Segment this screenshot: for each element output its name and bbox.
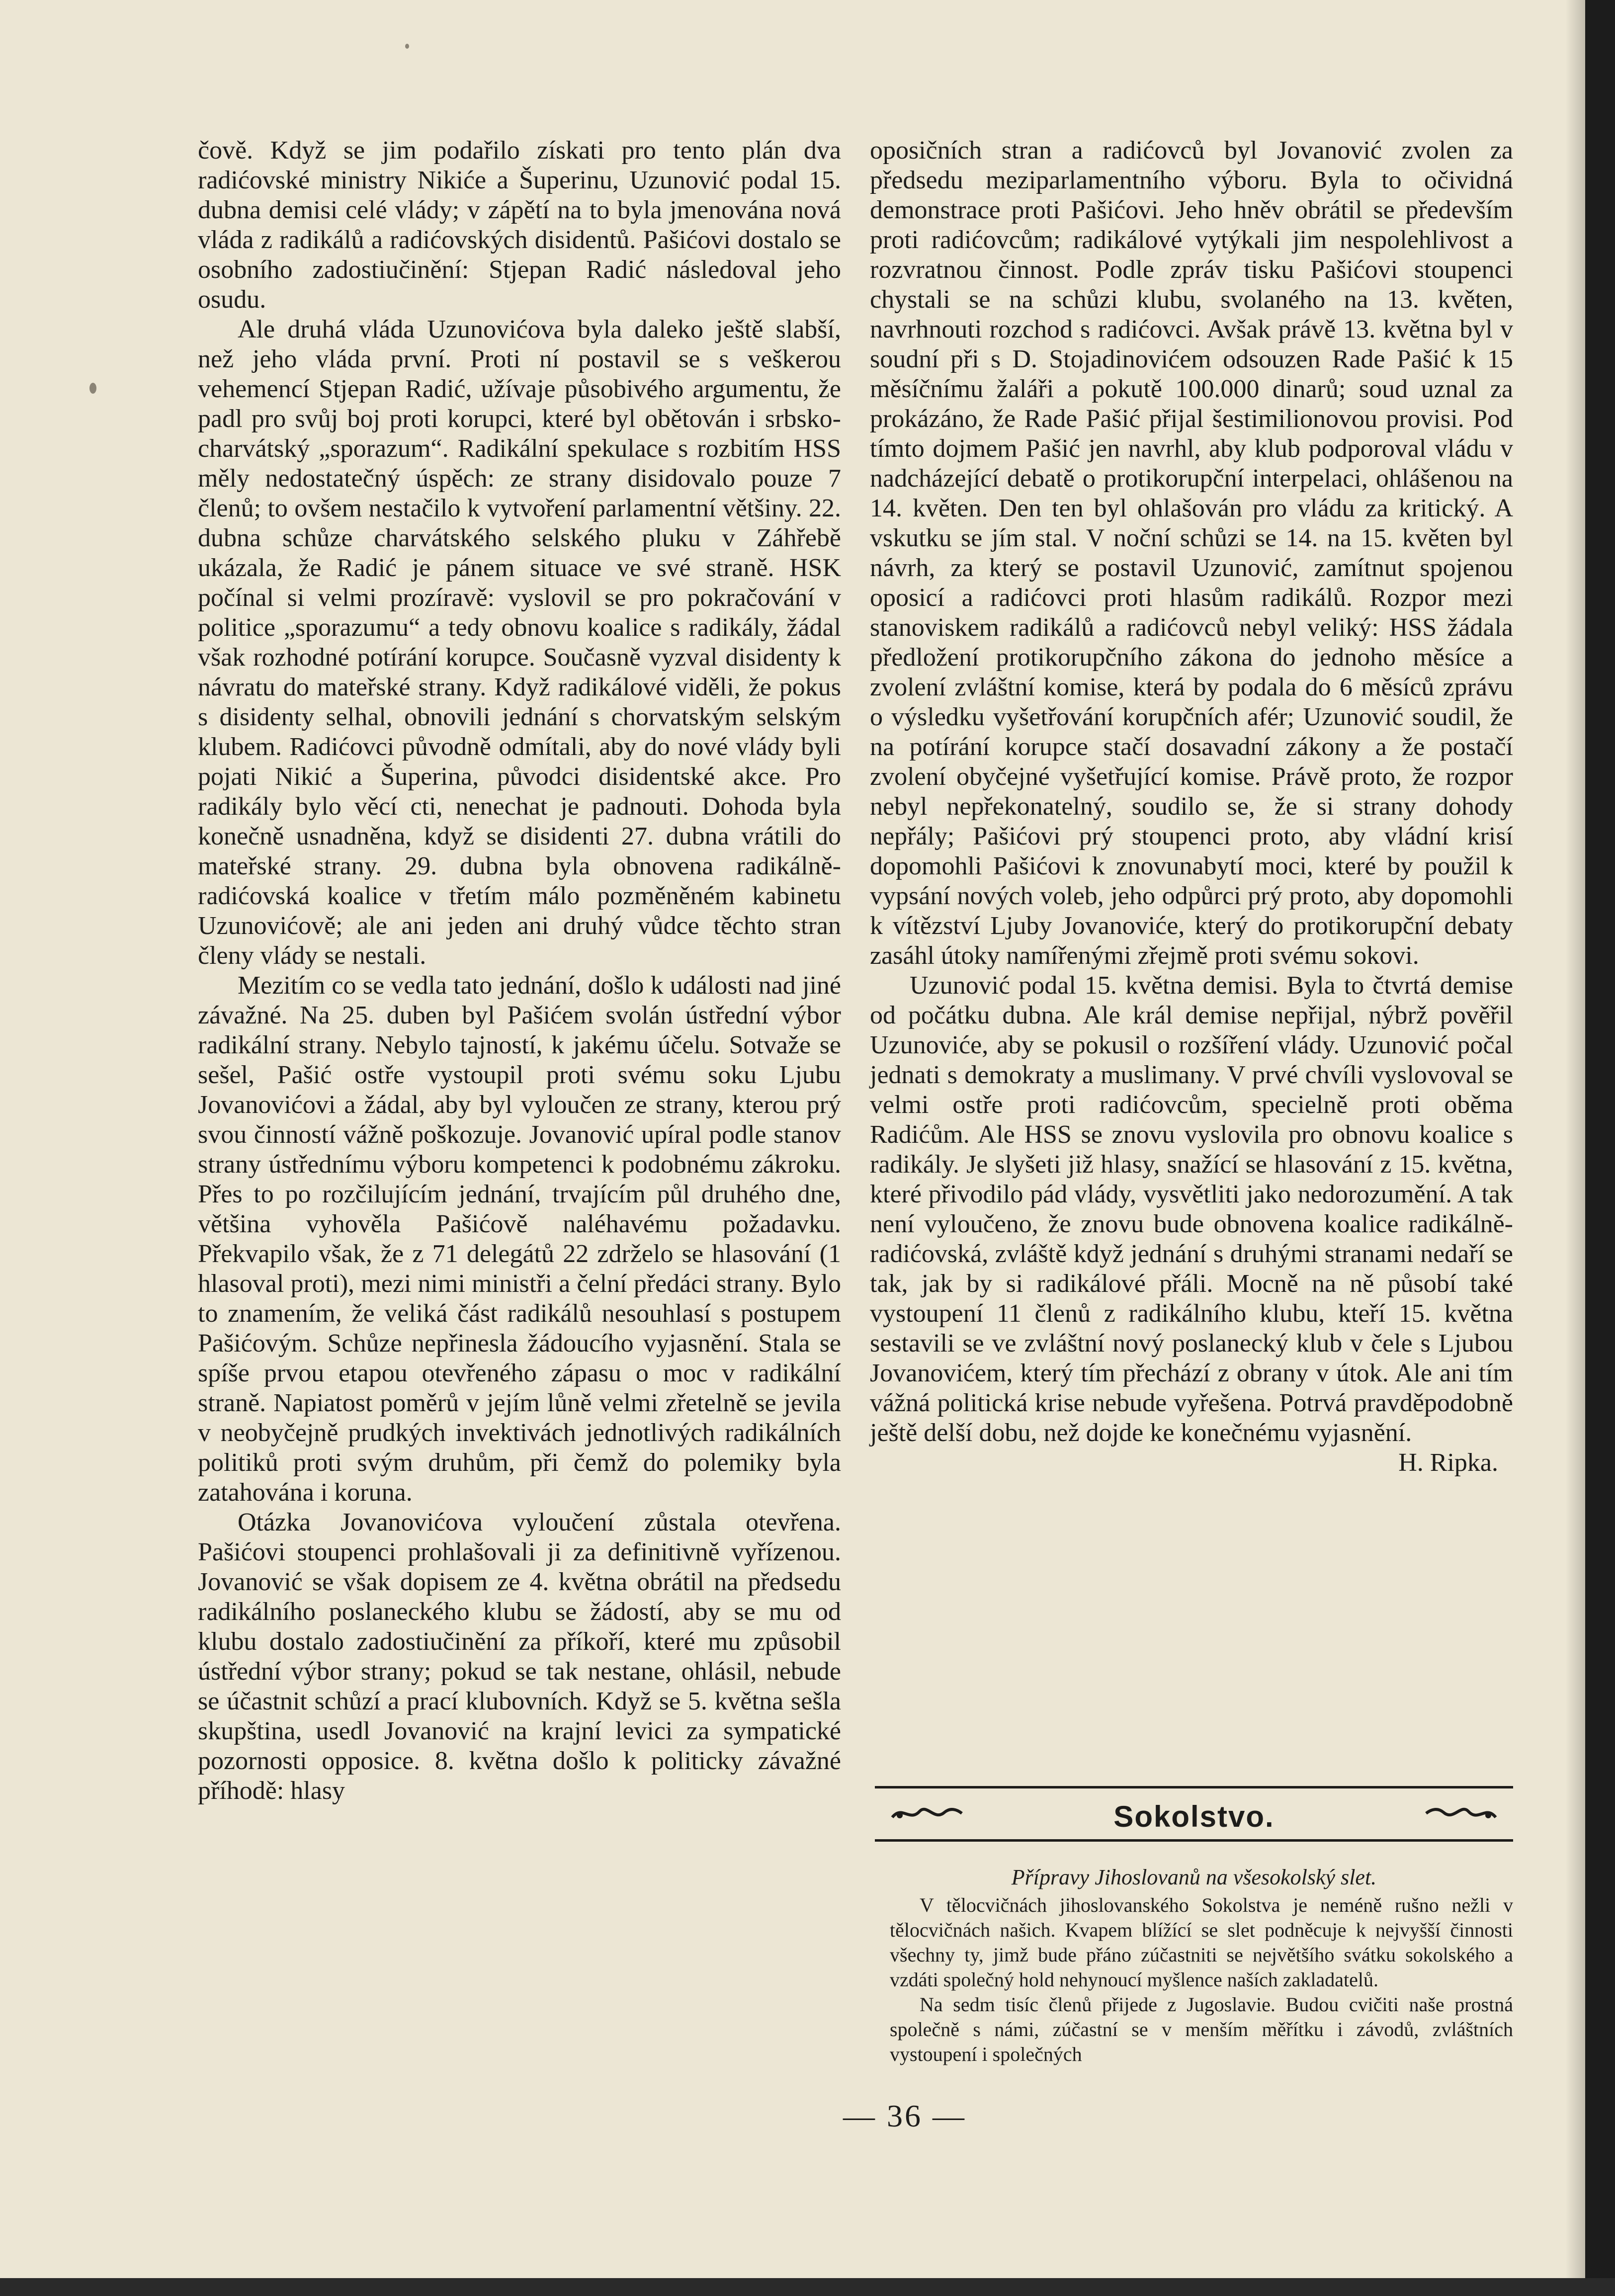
scan-border-bottom	[0, 2278, 1615, 2296]
ornament-right-icon	[1424, 1802, 1498, 1824]
left-column	[198, 136, 841, 1806]
right-column	[870, 136, 1513, 1478]
scan-border-right	[1585, 0, 1615, 2296]
left-paragraph-3: Mezitím co se vedla tato jednání, došlo k události nad jiné závažné. Na 25. duben byl Pašićem svolán ústřední výbor radikální strany. Nebylo tajností, k jakému účelu. Sotvaže se sešel, Pašić ostře vystoupil proti svému soku Ljubu Jovanovićovi a žádal, aby byl vyloučen ze strany, kterou prý svou činností vážně poškozuje. Jovanović upíral podle stanov strany ústřednímu výboru kompetenci k podobnému zákroku. Přes to po rozčilujícím jednání, trvajícím půl druhého dne, většina vyhověla Pašićově naléhavému požadavku. Překvapilo však, že z 71 delegátů 22 zdrželo se hlasování (1 hlasoval proti), mezi nimi ministři a čelní předáci strany. Bylo to znamením, že veliká část radikálů nesouhlasí s postupem Pašićovým. Schůze nepřinesla žádoucího vyjasnění. Stala se spíše prvou etapou otevřeného zápasu o moc v radikální straně. Napiatost poměrů v jejím lůně velmi zřetelně se jevila v neobyčejně prudkých invektivách jednotlivých radikálních politiků proti svým druhům, při čemž do polemiky byla zatahována i koruna.	[198, 971, 841, 1507]
sokolstvo-article	[890, 1893, 1513, 2067]
scan-speck	[89, 383, 96, 394]
article-subheading: Přípravy Jihoslovanů na všesokolský slet.	[1011, 1865, 1377, 1889]
scan-speck	[405, 44, 409, 49]
right-paragraph-1: oposičních stran a radićovců byl Jovanović zvolen za předsedu meziparlamentního výboru. Byla to očividná demonstrace proti Pašićovi. Jeho hněv obrátil se především proti radićovcům; radikálové vytýkali jim nespolehlivost a rozvratnou činnost. Podle zpráv tisku Pašićovi stoupenci chystali se na schůzi klubu, svolaného na 13. květen, navrhnouti rozchod s radićovci. Avšak právě 13. května byl v soudní při s D. Stojadinovićem odsouzen Rade Pašić k 15 měsíčnímu žaláři a pokutě 100.000 dinarů; soud uznal za prokázáno, že Rade Pašić přijal šestimilionovou provisi. Pod tímto dojmem Pašić jen navrhl, aby klub podporoval vládu v nadcházející debatě o protikorupční interpelaci, ohlášenou na 14. květen. Den ten byl ohlašován pro vládu za kritický. A vskutku se jím stal. V noční schůzi se 14. na 15. květen byl návrh, za který se postavil Uzunović, zamítnut spojenou oposicí a radićovci proti hlasům radikálů. Rozpor mezi stanoviskem radikálů a radićovců nebyl veliký: HSS žádala předložení protikorupčního zákona do jednoho měsíce a zvolení zvláštní komise, která by podala do 6 měsíců zprávu o výsledku vyšetřování korupčních afér; Uzunović soudil, že na potírání korupce stačí dosavadní zákony a že postačí zvolení obyčejné vyšetřující komise. Právě proto, že rozpor nebyl nepřekonatelný, soudilo se, že si strany dohody nepřály; Pašićovi prý stoupenci proto, aby vládní krisí dopomohli Pašićovi k znovunabytí moci, které by použil k vypsání nových voleb, jeho odpůrci prý proto, aby dopomohli k vítězství Ljuby Jovanoviće, který do protikorupční debaty zasáhl útoky namířenými zřejmě proti svému sokovi.	[870, 136, 1513, 970]
section-title: Sokolstvo.	[1113, 1800, 1275, 1833]
sokolstvo-paragraph-1: V tělocvičnách jihoslovanského Sokolstva je neméně rušno nežli v tělocvičnách našich. Kvapem blížící se slet podněcuje k nejvyšší činnosti všechny ty, jimž bude přáno zúčastniti se největšího svátku sokolského a vzdáti společný hold nehynoucí myšlence naších zakladatelů.	[890, 1894, 1513, 1991]
left-paragraph-2: Ale druhá vláda Uzunovićova byla daleko ještě slabší, než jeho vláda první. Proti ní postavil se s veškerou vehemencí Stjepan Radić, užívaje působivého argumentu, že padl pro svůj boj proti korupci, které byl obětován i srbsko-charvátský „sporazum“. Radikální spekulace s rozbitím HSS měly nedostatečný úspěch: ze strany disidovalo pouze 7 členů; to ovšem nestačilo k vytvoření parlamentní většiny. 22. dubna schůze charvátského selského pluku v Záhřebě ukázala, že Radić je pánem situace ve své straně. HSK počínal si velmi prozíravě: vyslovil se pro pokračování v politice „sporazumu“ a tedy obnovu koalice s radikály, žádal však rozhodné potírání korupce. Současně vyzval disidenty k návratu do mateřské strany. Když radikálové viděli, že pokus s disidenty selhal, obnovili jednání s chorvatským selským klubem. Radićovci původně odmítali, aby do nové vlády byli pojati Nikić a Šuperina, původci disidentské akce. Pro radikály bylo věcí cti, nenechat je padnouti. Dohoda byla konečně usnadněna, když se disidenti 27. dubna vrátili do mateřské strany. 29. dubna byla obnovena radikálně-radićovská koalice v třetím málo pozměněném kabinetu Uzunovićově; ale ani jeden ani druhý vůdce těchto stran členy vlády se nestali.	[198, 315, 841, 970]
page-number: — 36 —	[843, 2098, 966, 2133]
right-paragraph-2: Uzunović podal 15. května demisi. Byla to čtvrtá demise od počátku dubna. Ale král demise nepřijal, nýbrž pověřil Uzunoviće, aby se pokusil o rozšíření vlády. Uzunović počal jednati s demokraty a muslimany. V prvé chvíli vyslovoval se velmi ostře proti radićovcům, specielně proti oběma Radićům. Ale HSS se znovu vyslovila pro obnovu koalice s radikály. Je slyšeti již hlasy, snažící se hlasování z 15. května, které přivodilo pád vlády, vysvětliti jako nedorozumění. A tak není vyloučeno, že znovu bude obnovena koalice radikálně-radićovská, zvláště když jednání s druhými stranami nedaří se tak, jak by si radikálové přáli. Mocně na ně působí také vystoupení 11 členů z radikálního klubu, kteří 15. května sestavili se ve zvláštní nový poslanecký klub v čele s Ljubou Jovanovićem, který tím přechází z obrany v útok. Ale ani tím vážná politická krise nebude vyřešena. Potrvá pravděpodobně ještě delší dobu, než dojde ke konečnému vyjasnění.	[870, 971, 1513, 1447]
left-paragraph-4: Otázka Jovanovićova vyloučení zůstala otevřena. Pašićovi stoupenci prohlašovali ji za definitivně vyřízenou. Jovanović se však dopisem ze 4. května obrátil na předsedu radikálního poslaneckého klubu se žádostí, aby se mu od klubu dostalo zadostiučinění za příkoří, které mu způsobil ústřední výbor strany; pokud se tak nestane, ohlásil, nebude se účastnit schůzí a prací klubovních. Když se 5. května sešla skupština, usedl Jovanović na krajní levici za sympatické pozornosti opposice. 8. května došlo k politicky závažné příhodě: hlasy	[198, 1508, 841, 1805]
section-rule-bottom	[875, 1839, 1513, 1842]
page-edge-shadow	[1565, 0, 1585, 2296]
author-signature: H. Ripka.	[1398, 1448, 1498, 1477]
sokolstvo-paragraph-2: Na sedm tisíc členů přijede z Jugoslavie. Budou cvičiti naše prostná společně s námi, zúčastní se v menším měřítku i závodů, zvláštních vystoupení i společných	[890, 1993, 1513, 2065]
left-paragraph-1: čově. Když se jim podařilo získati pro tento plán dva radićovské ministry Nikiće a Šuperinu, Uzunović podal 15. dubna demisi celé vlády; v zápětí na to byla jmenována nová vláda z radikálů a radićovských disidentů. Pašićovi dostalo se osobního zadostiučinění: Stjepan Radić následoval jeho osudu.	[198, 136, 841, 314]
section-header	[875, 1788, 1513, 1838]
